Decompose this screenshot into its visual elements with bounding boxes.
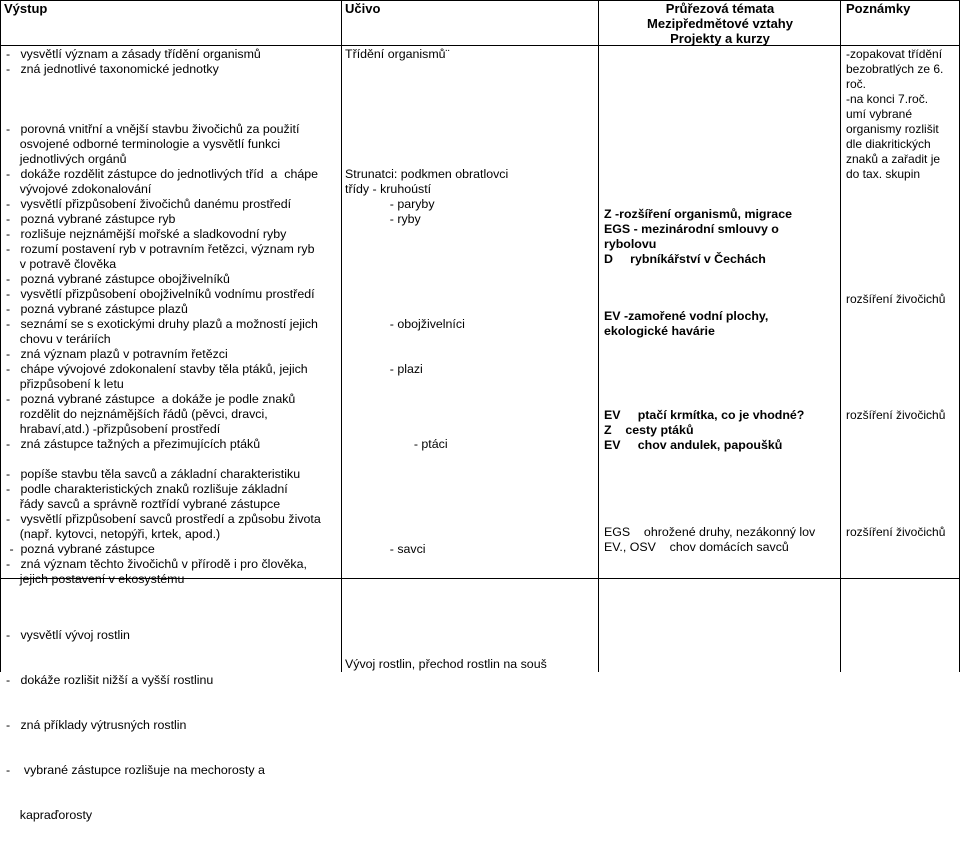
ucivo-line (345, 137, 508, 152)
ucivo-line (345, 347, 508, 362)
ucivo-line (345, 332, 508, 347)
temata-ryby (604, 207, 792, 267)
vystup-line: kapraďorosty (6, 808, 93, 822)
poznamky-block (846, 47, 943, 182)
temata-line: Z cesty ptáků (604, 423, 694, 437)
vystup-line (6, 107, 321, 122)
vystup-line: - dokáže rozlišit nižší a vyšší rostlinu (6, 673, 214, 687)
header-temata-line: Mezipředmětové vztahy (647, 16, 793, 31)
poznamky-line: roč. (846, 77, 867, 91)
ucivo-line (345, 407, 508, 422)
vystup-line: (např. kytovci, netopýři, krtek, apod.) (6, 527, 221, 541)
ucivo-line: Strunatci: podkmen obratlovci (345, 167, 509, 181)
temata-line: EGS - mezinárodní smlouvy o (604, 222, 779, 236)
vystup-line: - zná význam plazů v potravním řetězci (6, 347, 228, 361)
vystup-line: - rozlišuje nejznámější mořské a sladkovodní ryby (6, 227, 287, 241)
vystup-line: osvojené odborné terminologie a vysvětlí funkci (6, 137, 281, 151)
temata-ptaci (604, 408, 804, 453)
temata-line: ekologické havárie (604, 324, 715, 338)
vystup-line: rozdělit do nejznámějších řádů (pěvci, dravci, (6, 407, 268, 421)
column-divider (598, 0, 599, 672)
ucivo-line (345, 482, 508, 497)
ucivo-line (345, 257, 508, 272)
bottom-ucivo: Vývoj rostlin, přechod rostlin na souš (345, 657, 547, 671)
header-ucivo: Učivo (345, 1, 381, 16)
ucivo-line: - obojživelníci (345, 317, 465, 331)
vystup-line: řády savců a správně roztřídí vybrané zástupce (6, 497, 281, 511)
ucivo-line (345, 527, 508, 542)
vystup-line: hrabaví,atd.) -přizpůsobení prostředí (6, 422, 221, 436)
poznamky-line: -na konci 7.roč. (846, 92, 929, 106)
header-temata (602, 1, 838, 46)
poznamky-line: znaků a zařadit je (846, 152, 941, 166)
poznamky-note: rozšíření živočichů (846, 292, 946, 306)
vystup-line: - zná význam těchto živočichů v přírodě i pro člověka, (6, 557, 307, 571)
column-divider (341, 0, 342, 672)
vystup-line: - chápe vývojové zdokonalení stavby těla ptáků, jejich (6, 362, 308, 376)
header-temata-line: Průřezová témata (665, 1, 775, 16)
ucivo-line (345, 512, 508, 527)
vystup-line: - pozná vybrané zástupce (6, 542, 155, 556)
vystup-line: - pozná vybrané zástupce ryb (6, 212, 176, 226)
ucivo-line: třídy - kruhoústí (345, 182, 432, 196)
header-poznamky: Poznámky (846, 1, 911, 16)
ucivo-line (345, 452, 508, 467)
vystup-line (6, 452, 321, 467)
vystup-line: - seznámí se s exotickými druhy plazů a možností jejich (6, 317, 318, 331)
temata-line: EV., OSV chov domácích savců (604, 540, 789, 554)
ucivo-line (345, 377, 508, 392)
poznamky-note: rozšíření živočichů (846, 525, 946, 539)
ucivo-line: - ryby (345, 212, 421, 226)
vystup-line: v potravě člověka (6, 257, 117, 271)
ucivo-line: - savci (345, 542, 426, 556)
temata-line: Z -rozšíření organismů, migrace (604, 207, 792, 221)
temata-line: EV -zamořené vodní plochy, (604, 309, 769, 323)
ucivo-line (345, 422, 508, 437)
ucivo-line (345, 122, 508, 137)
poznamky-line: dle diakritických (846, 137, 931, 151)
poznamky-line: bezobratlých ze 6. (846, 62, 944, 76)
header-temata-line: Projekty a kurzy (670, 31, 770, 46)
bottom-vystup (6, 598, 265, 853)
vystup-line: - zná zástupce tažných a přezimujících ptáků (6, 437, 261, 451)
ucivo-line (345, 62, 508, 77)
vystup-line: chovu v teráriích (6, 332, 111, 346)
temata-line: D rybníkářství v Čechách (604, 252, 766, 266)
ucivo-line (345, 242, 508, 257)
temata-line: EGS ohrožené druhy, nezákonný lov (604, 525, 816, 539)
vystup-line: - pozná vybrané zástupce a dokáže je podle znaků (6, 392, 296, 406)
poznamky-note: rozšíření živočichů (846, 408, 946, 422)
ucivo-line (345, 77, 508, 92)
poznamky-line: umí vybrané (846, 107, 913, 121)
vystup-line: - podle charakteristických znaků rozlišuje základní (6, 482, 288, 496)
vystup-line: - vysvětlí přizpůsobení savců prostředí a způsobu života (6, 512, 321, 526)
vystup-line (6, 77, 321, 92)
header-vystup: Výstup (4, 1, 48, 16)
ucivo-column (345, 47, 508, 557)
ucivo-line (345, 302, 508, 317)
vystup-line: jejich postavení v ekosystému (6, 572, 185, 586)
ucivo-line: - plazi (345, 362, 423, 376)
column-divider (0, 0, 1, 672)
vystup-column (6, 47, 321, 587)
ucivo-line (345, 107, 508, 122)
poznamky-line: do tax. skupin (846, 167, 921, 181)
vystup-line: - vysvětlí přizpůsobení obojživelníků vodnímu prostředí (6, 287, 315, 301)
ucivo-line: - paryby (345, 197, 435, 211)
poznamky-line: -zopakovat třídění (846, 47, 943, 61)
temata-line: EV chov andulek, papoušků (604, 438, 783, 452)
poznamky-line: organismy rozlišit (846, 122, 939, 136)
ucivo-line (345, 227, 508, 242)
ucivo-line (345, 467, 508, 482)
temata-line: rybolovu (604, 237, 657, 251)
vystup-line: - rozumí postavení ryb v potravním řetězci, význam ryb (6, 242, 315, 256)
vystup-line: přizpůsobení k letu (6, 377, 124, 391)
vystup-line: - dokáže rozdělit zástupce do jednotlivých tříd a chápe (6, 167, 319, 181)
vystup-line: - vysvětlí přizpůsobení živočichů danému prostředí (6, 197, 292, 211)
vystup-line: vývojové zdokonalování (6, 182, 152, 196)
ucivo-line: - ptáci (345, 437, 448, 451)
vystup-line: - vybrané zástupce rozlišuje na mechorosty a (6, 763, 265, 777)
vystup-line: - pozná vybrané zástupce plazů (6, 302, 188, 316)
ucivo-line (345, 152, 508, 167)
ucivo-line (345, 392, 508, 407)
vystup-line: - porovná vnitřní a vnější stavbu živočichů za použití (6, 122, 300, 136)
column-divider (840, 0, 841, 672)
ucivo-line (345, 287, 508, 302)
vystup-line: - pozná vybrané zástupce obojživelníků (6, 272, 230, 286)
vystup-line: - vysvětlí význam a zásady třídění organismů (6, 47, 261, 61)
vystup-line: - zná příklady výtrusných rostlin (6, 718, 187, 732)
temata-savci (604, 525, 815, 555)
vystup-line: jednotlivých orgánů (6, 152, 127, 166)
vystup-line (6, 92, 321, 107)
ucivo-line (345, 272, 508, 287)
ucivo-line (345, 497, 508, 512)
ucivo-line (345, 92, 508, 107)
ucivo-line: Třídění organismů¨ (345, 47, 450, 61)
vystup-line: - zná jednotlivé taxonomické jednotky (6, 62, 219, 76)
temata-line: EV ptačí krmítka, co je vhodné? (604, 408, 805, 422)
vystup-line: - vysvětlí vývoj rostlin (6, 628, 130, 642)
vystup-line: - popíše stavbu těla savců a základní charakteristiku (6, 467, 301, 481)
temata-plazi (604, 309, 768, 339)
